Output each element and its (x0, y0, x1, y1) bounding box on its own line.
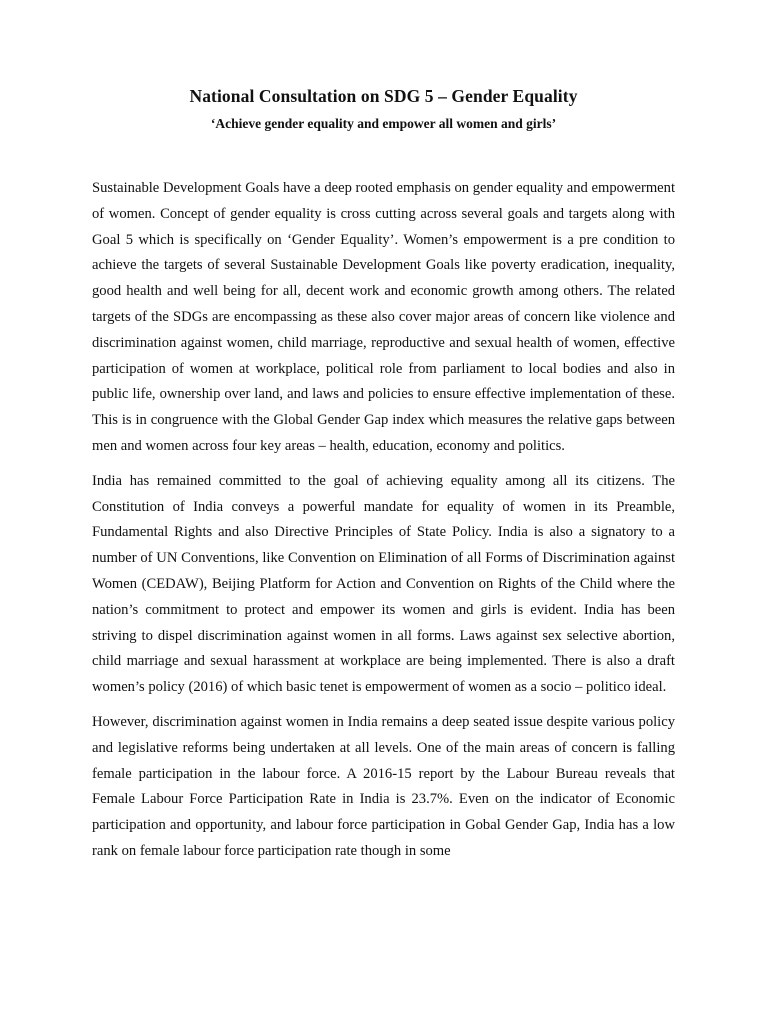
paragraph-labour-participation: However, discrimination against women in India remains a deep seated issue despite various policy and legislative reforms being undertaken at all levels. One of the main areas of concern is falling female participation in the labour force. A 2016-15 report by the Labour Bureau reveals that Female Labour Force Participation Rate in India is 23.7%. Even on the indicator of Economic participation and opportunity, and labour force participation in Gobal Gender Gap, India has a low rank on female labour force participation rate though in some (92, 713, 675, 859)
document-subtitle: ‘Achieve gender equality and empower all women and girls’ (210, 116, 557, 131)
document-title: National Consultation on SDG 5 – Gender Equality (189, 86, 578, 106)
document-page (92, 84, 675, 874)
paragraph-sdg-overview: Sustainable Development Goals have a deep rooted emphasis on gender equality and empowerment of women. Concept of gender equality is cross cutting across several goals and targets along with Goal 5 which is specifically on ‘Gender Equality’. Women’s empowerment is a pre condition to achieve the targets of several Sustainable Development Goals like poverty eradication, inequality, good health and well being for all, decent work and economic growth among others. The related targets of the SDGs are encompassing as these also cover major areas of concern like violence and discrimination against women, child marriage, reproductive and sexual health of women, effective participation of women at workplace, political role from parliament to local bodies and also in public life, ownership over land, and laws and policies to ensure effective implementation of these. This is in congruence with the Global Gender Gap index which measures the relative gaps between men and women across four key areas – health, education, economy and politics. (92, 180, 675, 454)
document-body (92, 176, 675, 865)
paragraph-india-commitment: India has remained committed to the goal of achieving equality among all its citizens. The Constitution of India conveys a powerful mandate for equality of women in its Preamble, Fundamental Rights and also Directive Principles of State Policy. India is also a signatory to a number of UN Conventions, like Convention on Elimination of all Forms of Discrimination against Women (CEDAW), Beijing Platform for Action and Convention on Rights of the Child where the nation’s commitment to protect and empower its women and girls is evident. India has been striving to dispel discrimination against women in all forms. Laws against sex selective abortion, child marriage and sexual harassment at workplace are being implemented. There is also a draft women’s policy (2016) of which basic tenet is empowerment of women as a socio – politico ideal. (92, 472, 675, 696)
